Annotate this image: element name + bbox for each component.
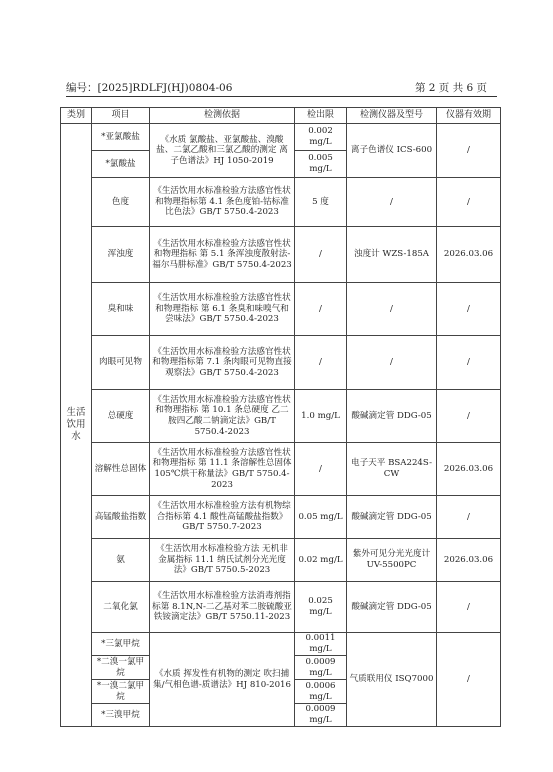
table-row: [61, 582, 501, 633]
limit-cell: 1.0 mg/L: [295, 390, 347, 443]
item-cell: 氨: [92, 539, 150, 582]
item-cell: 总硬度: [92, 390, 150, 443]
instrument-cell: /: [347, 178, 437, 227]
validity-cell: 2026.03.06: [437, 443, 501, 496]
basis-cell: 《生活饮用水标准检验方法感官性状和物理指标第 4.1 条色度铂-钴标准比色法》GB/T 5750.4-2023: [150, 178, 295, 227]
validity-cell: /: [437, 633, 501, 727]
item-cell: *三溴甲烷: [92, 704, 150, 727]
item-cell: 溶解性总固体: [92, 443, 150, 496]
table-row: [61, 496, 501, 539]
test-method-table: [60, 107, 501, 727]
basis-cell: 《生活饮用水标准检验方法 无机非金属指标 11.1 纳氏试剂分光光度法》GB/T 5750.5-2023: [150, 539, 295, 582]
item-cell: 二氧化氯: [92, 582, 150, 633]
limit-cell: /: [295, 283, 347, 336]
column-header: 检测仪器及型号: [347, 108, 437, 124]
limit-cell: 0.025 mg/L: [295, 582, 347, 633]
basis-cell: 《生活饮用水标准检验方法感官性状和物理指标第 7.1 条肉眼可见物直接观察法》GB/T 5750.4-2023: [150, 336, 295, 390]
item-cell: 色度: [92, 178, 150, 227]
table-row: [61, 227, 501, 283]
limit-cell: /: [295, 443, 347, 496]
validity-cell: /: [437, 124, 501, 178]
limit-cell: 0.05 mg/L: [295, 496, 347, 539]
limit-cell: 0.0011 mg/L: [295, 633, 347, 656]
basis-cell: 《生活饮用水标准检验方法感官性状和物理指标 第 10.1 条总硬度 乙二胺四乙酸二钠滴定法》GB/T 5750.4-2023: [150, 390, 295, 443]
basis-cell: 《生活饮用水标准检验方法感官性状和物理指标 第 11.1 条溶解性总固体 105℃烘干称量法》GB/T 5750.4-2023: [150, 443, 295, 496]
limit-cell: 0.02 mg/L: [295, 539, 347, 582]
table-row: [61, 633, 501, 656]
item-cell: 高锰酸盐指数: [92, 496, 150, 539]
basis-cell: 《生活饮用水标准检验方法有机物综合指标第 4.1 酸性高锰酸盐指数》GB/T 5750.7-2023: [150, 496, 295, 539]
basis-cell: 《生活饮用水标准检验方法感官性状和物理指标 第 6.1 条臭和味嗅气和尝味法》GB/T 5750.4-2023: [150, 283, 295, 336]
document-number: 编号：[2025]RDLFJ(HJ)0804-06: [66, 82, 233, 94]
instrument-cell: /: [347, 336, 437, 390]
limit-cell: 5 度: [295, 178, 347, 227]
column-header: 检出限: [295, 108, 347, 124]
validity-cell: /: [437, 178, 501, 227]
table-row: [61, 539, 501, 582]
limit-cell: 0.0006 mg/L: [295, 680, 347, 704]
item-cell: 浑浊度: [92, 227, 150, 283]
validity-cell: /: [437, 390, 501, 443]
basis-cell: 《水质 挥发性有机物的测定 吹扫捕集/气相色谱-质谱法》HJ 810-2016: [150, 633, 295, 727]
table-row: [61, 178, 501, 227]
limit-cell: 0.0009 mg/L: [295, 704, 347, 727]
item-cell: *二溴一氯甲烷: [92, 656, 150, 680]
item-cell: *氯酸盐: [92, 151, 150, 178]
limit-cell: /: [295, 227, 347, 283]
basis-cell: 《水质 氯酸盐、亚氯酸盐、溴酸盐、二氯乙酸和三氯乙酸的测定 离子色谱法》HJ 1050-2019: [150, 124, 295, 178]
validity-cell: 2026.03.06: [437, 539, 501, 582]
limit-cell: 0.005 mg/L: [295, 151, 347, 178]
table-header-row: [61, 108, 501, 124]
table-row: [61, 443, 501, 496]
table-row: [61, 283, 501, 336]
item-cell: *一溴二氯甲烷: [92, 680, 150, 704]
item-cell: 臭和味: [92, 283, 150, 336]
validity-cell: /: [437, 496, 501, 539]
column-header: 项目: [92, 108, 150, 124]
table-row: [61, 336, 501, 390]
item-cell: *三氯甲烷: [92, 633, 150, 656]
instrument-cell: /: [347, 283, 437, 336]
item-cell: 肉眼可见物: [92, 336, 150, 390]
validity-cell: 2026.03.06: [437, 227, 501, 283]
instrument-cell: 酸碱滴定管 DDG-05: [347, 496, 437, 539]
item-cell: *亚氯酸盐: [92, 124, 150, 151]
report-header: [66, 80, 487, 94]
table-row: [61, 390, 501, 443]
limit-cell: 0.002 mg/L: [295, 124, 347, 151]
instrument-cell: 气质联用仪 ISQ7000: [347, 633, 437, 727]
instrument-cell: 紫外可见分光光度计 UV-5500PC: [347, 539, 437, 582]
limit-cell: 0.0009 mg/L: [295, 656, 347, 680]
instrument-cell: 电子天平 BSA224S-CW: [347, 443, 437, 496]
column-header: 类别: [61, 108, 92, 124]
column-header: 仪器有效期: [437, 108, 501, 124]
basis-cell: 《生活饮用水标准检验方法感官性状和物理指标 第 5.1 条浑浊度散射法-福尔马肼标准》GB/T 5750.4-2023: [150, 227, 295, 283]
instrument-cell: 酸碱滴定管 DDG-05: [347, 582, 437, 633]
validity-cell: /: [437, 283, 501, 336]
column-header: 检测依据: [150, 108, 295, 124]
table-row: [61, 124, 501, 151]
basis-cell: 《生活饮用水标准检验方法消毒剂指标第 8.1N,N-二乙基对苯二胺硫酸亚铁铵滴定法》GB/T 5750.11-2023: [150, 582, 295, 633]
instrument-cell: 浊度计 WZS-185A: [347, 227, 437, 283]
validity-cell: /: [437, 336, 501, 390]
instrument-cell: 酸碱滴定管 DDG-05: [347, 390, 437, 443]
limit-cell: /: [295, 336, 347, 390]
category-cell: 生活饮用水: [61, 124, 92, 727]
validity-cell: /: [437, 582, 501, 633]
header-divider: [66, 96, 497, 97]
page-indicator: 第 2 页 共 6 页: [414, 82, 487, 94]
instrument-cell: 离子色谱仪 ICS-600: [347, 124, 437, 178]
